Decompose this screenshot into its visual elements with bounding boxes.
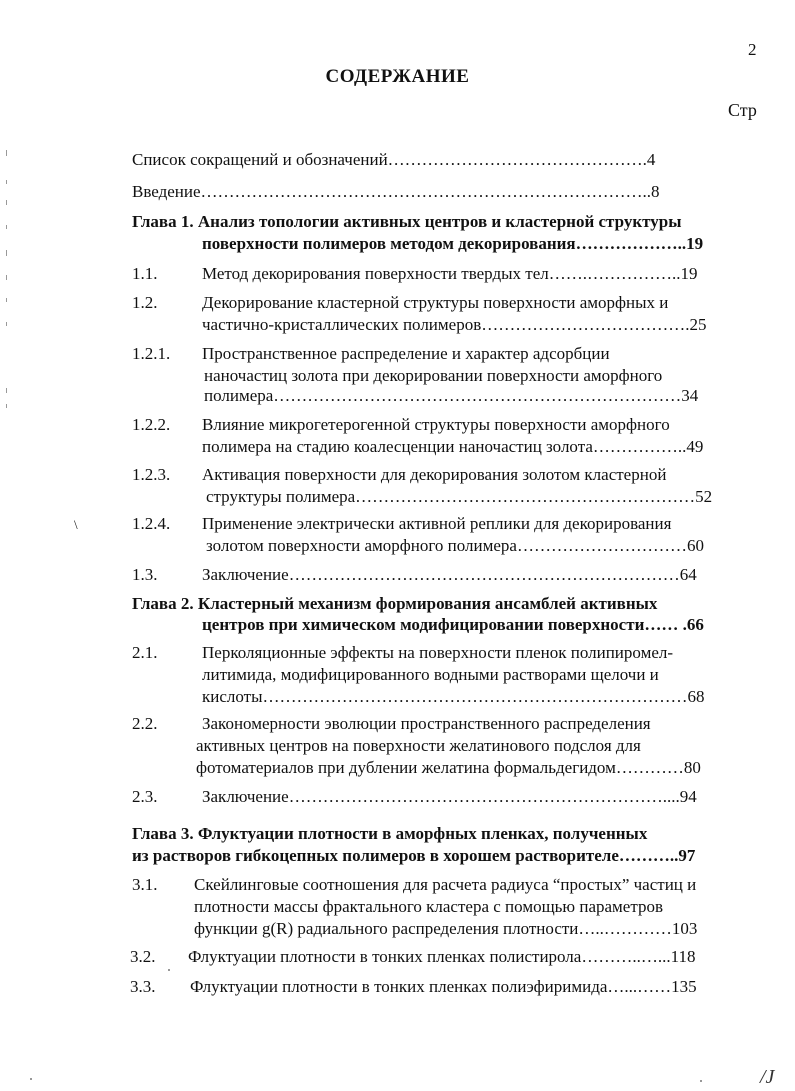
toc-chapter-2-line-1: Глава 2. Кластерный механизм формирования ансамблей активных	[132, 594, 658, 613]
toc-section-2-1-line-3: кислоты…………………………………………………………………68	[202, 687, 705, 706]
toc-section-2-3: Заключение…………………………………………………………....94	[202, 787, 697, 806]
toc-section-1-2-2-line-2: полимера на стадию коалесценции наночастиц золота……………..49	[202, 437, 704, 456]
scan-margin-mark	[6, 298, 7, 302]
toc-section-1-2-4-line-1: Применение электрически активной реплики для декорирования	[202, 514, 672, 533]
toc-section-number: 3.1.	[132, 875, 158, 894]
toc-section-number: 1.2.2.	[132, 415, 171, 434]
toc-section-number: 3.2.	[130, 947, 156, 966]
toc-section-number: 1.2.	[132, 293, 158, 312]
scan-margin-mark	[6, 388, 7, 393]
scan-margin-mark	[6, 275, 7, 280]
toc-chapter-1-line-1: Глава 1. Анализ топологии активных центров и кластерной структуры	[132, 212, 682, 231]
toc-section-number: 2.2.	[132, 714, 158, 733]
scan-speck	[700, 1080, 702, 1082]
toc-section-number: 1.2.1.	[132, 344, 171, 363]
toc-section-2-1-line-2: литимида, модифицированного водными растворами щелочи и	[202, 665, 659, 684]
toc-section-2-2-line-3: фотоматериалов при дублении желатина формальдегидом…………80	[196, 758, 701, 777]
scan-speck	[168, 969, 170, 971]
toc-entry-abbreviations: Список сокращений и обозначений……………………………………….4	[132, 150, 656, 169]
toc-chapter-2-line-2: центров при химическом модифицировании поверхности…… .66	[202, 615, 704, 634]
scan-margin-mark	[6, 200, 7, 205]
toc-section-number: 3.3.	[130, 977, 156, 996]
scan-tick-mark: \	[74, 517, 78, 532]
scan-margin-mark	[6, 225, 7, 229]
toc-section-3-3: Флуктуации плотности в тонких пленках полиэфиримида…...……135	[190, 977, 697, 996]
scan-margin-mark	[6, 250, 7, 256]
toc-chapter-1-line-2: поверхности полимеров методом декорирования………………..19	[202, 234, 704, 253]
toc-section-2-2-line-1: Закономерности эволюции пространственного распределения	[202, 714, 651, 733]
toc-section-1-2-line-2: частично-кристаллических полимеров……………………………….25	[202, 315, 707, 334]
page-number: 2	[748, 40, 757, 59]
toc-section-number: 2.3.	[132, 787, 158, 806]
toc-section-number: 1.1.	[132, 264, 158, 283]
toc-section-3-2: Флуктуации плотности в тонких пленках полистирола………..…...118	[188, 947, 696, 966]
toc-section-1-2-1-line-1: Пространственное распределение и характер адсорбции	[202, 344, 610, 363]
toc-section-1-2-4-line-2: золотом поверхности аморфного полимера…………………………60	[206, 536, 704, 555]
toc-section-1-2-line-1: Декорирование кластерной структуры поверхности аморфных и	[202, 293, 669, 312]
toc-section-3-1-line-3: функции g(R) радиального распределения плотности…..…………103	[194, 919, 698, 938]
toc-section-number: 1.2.3.	[132, 465, 171, 484]
toc-section-2-1-line-1: Перколяционные эффекты на поверхности пленок полипиромел-	[202, 643, 674, 662]
toc-section-number: 2.1.	[132, 643, 158, 662]
scan-speck	[30, 1078, 32, 1080]
toc-entry-introduction: Введение……………………………………………………………………..8	[132, 182, 660, 201]
toc-section-1-2-3-line-2: структуры полимера……………………………………………………52	[206, 487, 713, 506]
toc-section-3-1-line-1: Скейлинговые соотношения для расчета радиуса “простых” частиц и	[194, 875, 697, 894]
toc-section-number: 1.3.	[132, 565, 158, 584]
toc-section-2-2-line-2: активных центров на поверхности желатинового подслоя для	[196, 736, 641, 755]
scan-margin-mark	[6, 322, 7, 326]
toc-section-1-2-1-line-3: полимера………………………………………………………………34	[204, 386, 699, 405]
page-title: СОДЕРЖАНИЕ	[325, 66, 470, 87]
toc-section-number: 1.2.4.	[132, 514, 171, 533]
toc-chapter-3-line-1: Глава 3. Флуктуации плотности в аморфных пленках, полученных	[132, 824, 648, 843]
toc-chapter-3-line-2: из растворов гибкоцепных полимеров в хорошем растворителе………..97	[132, 846, 696, 865]
handwritten-mark: /J	[760, 1066, 775, 1088]
toc-section-3-1-line-2: плотности массы фрактального кластера с помощью параметров	[194, 897, 664, 916]
scan-margin-mark	[6, 404, 7, 408]
toc-section-1-2-2-line-1: Влияние микрогетерогенной структуры поверхности аморфного	[202, 415, 670, 434]
scan-margin-mark	[6, 150, 7, 156]
toc-section-1-2-1-line-2: наночастиц золота при декорировании поверхности аморфного	[204, 366, 663, 385]
toc-section-1-2-3-line-1: Активация поверхности для декорирования золотом кластерной	[202, 465, 667, 484]
toc-section-1-3: Заключение……………………………………………………………64	[202, 565, 697, 584]
page-column-label: Стр	[728, 100, 757, 120]
toc-section-1-1: Метод декорирования поверхности твердых тел…….……………..19	[202, 264, 698, 283]
scan-margin-mark	[6, 180, 7, 184]
